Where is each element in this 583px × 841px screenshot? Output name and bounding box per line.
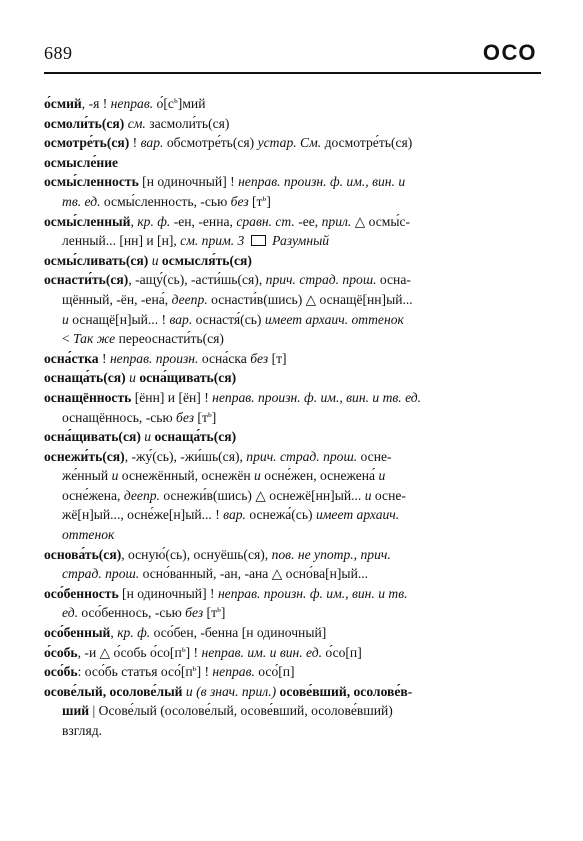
entries-column bbox=[44, 94, 541, 741]
entry-osmyslenny bbox=[44, 212, 541, 251]
entry-text: о́со[п] bbox=[322, 644, 362, 660]
entry-osnashchennost bbox=[44, 388, 541, 427]
grammar-note: и bbox=[111, 468, 119, 484]
entry-line bbox=[44, 682, 541, 702]
entry-text: осмы́сленность, -сью bbox=[100, 193, 231, 209]
entry-text bbox=[244, 233, 247, 248]
entry-line bbox=[44, 408, 541, 428]
headword: оснаща́ть(ся) bbox=[154, 429, 237, 445]
entry-line bbox=[44, 525, 541, 545]
entry-line bbox=[44, 486, 541, 506]
entry-text: оснежённый, оснежён bbox=[118, 468, 255, 484]
grammar-note: неправ. произн. bbox=[109, 350, 199, 366]
entry-text: же́нный bbox=[62, 468, 112, 484]
entry-text: осне́жена, bbox=[62, 487, 124, 503]
entry-osmyslenie bbox=[44, 153, 541, 173]
grammar-note: и bbox=[364, 487, 372, 503]
headword: осмысле́ние bbox=[44, 154, 119, 170]
grammar-note: вар. bbox=[140, 135, 164, 151]
grammar-note: Так же bbox=[73, 331, 116, 347]
entry-text: осна- bbox=[376, 272, 411, 288]
entry-line bbox=[44, 231, 541, 251]
headword: осо́бь bbox=[44, 664, 78, 680]
entry-line bbox=[44, 251, 541, 271]
page-number: 689 bbox=[44, 43, 73, 63]
entry-osnovat bbox=[44, 545, 541, 584]
entry-text: ! bbox=[98, 350, 110, 366]
entry-text: переоснасти́ть(ся) bbox=[115, 331, 224, 347]
grammar-note: и bbox=[151, 252, 159, 268]
grammar-note: см. bbox=[127, 115, 146, 131]
entry-line bbox=[44, 603, 541, 623]
entry-osobenny bbox=[44, 623, 541, 643]
entry-text: оснежа́(сь) bbox=[245, 507, 316, 523]
entry-osmyslennost bbox=[44, 172, 541, 211]
headword: оснежи́ть(ся) bbox=[44, 448, 125, 464]
headword: осна́щивать(ся) bbox=[44, 429, 141, 445]
grammar-note: тв. ед. bbox=[62, 193, 101, 209]
entry-osnastit bbox=[44, 270, 541, 348]
headword: осмы́сленность bbox=[44, 174, 139, 190]
entry-text: ] bbox=[220, 605, 226, 621]
grammar-note: без bbox=[230, 193, 249, 209]
entry-text: о́[с bbox=[153, 96, 174, 111]
grammar-note: вар. bbox=[223, 507, 246, 523]
entry-text: -ен, -енна, bbox=[170, 213, 237, 229]
entry-line bbox=[44, 270, 541, 290]
grammar-note: кр. ф. bbox=[117, 625, 151, 641]
headword: осна́щивать(ся) bbox=[139, 370, 237, 386]
entry-text: , -ащу́(сь), -асти́шь(ся), bbox=[128, 272, 266, 288]
entry-line bbox=[44, 349, 541, 369]
entry-text: оснащённось, -сью bbox=[62, 409, 177, 425]
entry-line bbox=[44, 545, 541, 565]
entry-text: оснежи́в(шись) △ оснежё[нн]ый... bbox=[159, 487, 365, 503]
grammar-note: устар. См. bbox=[257, 135, 322, 151]
grammar-note: без bbox=[176, 409, 195, 425]
entry-text: ]мий bbox=[177, 96, 206, 111]
entry-text: [т bbox=[248, 193, 263, 209]
entry-line bbox=[44, 584, 541, 604]
headword: осо́бенность bbox=[44, 585, 119, 601]
entry-text: [н одиночный] ! bbox=[138, 174, 239, 190]
headword: осо́бенный bbox=[44, 625, 111, 641]
softness-mark: ь bbox=[173, 94, 178, 105]
headword: оснаща́ть(ся) bbox=[44, 370, 126, 386]
grammar-note: имеет архаич. bbox=[315, 507, 400, 523]
grammar-note: неправ. bbox=[212, 664, 255, 680]
entry-line bbox=[44, 466, 541, 486]
entry-text: ! bbox=[129, 135, 141, 151]
reference-box-icon bbox=[251, 235, 266, 246]
entry-text: щённый, -ён, -ена́, bbox=[62, 291, 172, 307]
entry-line bbox=[44, 290, 541, 310]
grammar-note: прич. страд. прош. bbox=[246, 448, 358, 464]
entry-text: [т] bbox=[268, 350, 287, 366]
entry-osnezhit bbox=[44, 447, 541, 545]
entry-text: , bbox=[110, 625, 118, 641]
entry-osmiy bbox=[44, 94, 541, 114]
entry-osovely bbox=[44, 682, 541, 741]
entry-osob-adv bbox=[44, 662, 541, 682]
headword: осмы́сленный bbox=[44, 213, 131, 229]
entry-text: -ее, bbox=[294, 213, 322, 229]
entry-text: взгляд. bbox=[62, 723, 103, 738]
grammar-note: деепр. bbox=[123, 487, 160, 503]
entry-text: ] ! bbox=[196, 664, 213, 680]
entry-line bbox=[44, 721, 541, 741]
grammar-note: пов. не употр., прич. bbox=[271, 546, 391, 562]
grammar-note: неправ. произн. ф. им., вин. и тв. bbox=[217, 585, 408, 601]
softness-mark: ь bbox=[192, 662, 197, 673]
grammar-note: кр. ф. bbox=[137, 213, 171, 229]
entry-text: осне- bbox=[371, 487, 406, 503]
entry-osobennost bbox=[44, 584, 541, 623]
entry-text: осо́беннось, -сью bbox=[77, 605, 186, 621]
entry-text: : осо́бь статья осо́[п bbox=[77, 664, 193, 680]
entry-osob-f bbox=[44, 643, 541, 663]
entry-line bbox=[44, 662, 541, 682]
entry-text: ленный... [нн] и [н], bbox=[62, 233, 181, 249]
entry-osnashchivat bbox=[44, 427, 541, 447]
entry-text: досмотре́ть(ся) bbox=[321, 135, 413, 151]
entry-text: оснастя́(сь) bbox=[192, 311, 265, 327]
grammar-note: деепр. bbox=[171, 291, 208, 307]
headword: осове́лый, осолове́лый bbox=[44, 683, 183, 699]
entry-text: , -я ! bbox=[81, 96, 111, 111]
grammar-note: без bbox=[250, 350, 269, 366]
grammar-note: прил. bbox=[321, 213, 352, 229]
headword: осмысля́ть(ся) bbox=[161, 252, 252, 268]
grammar-note: без bbox=[185, 605, 204, 621]
grammar-note: страд. прош. bbox=[62, 566, 140, 582]
entry-line bbox=[44, 94, 541, 114]
entry-text: ] ! bbox=[185, 644, 202, 660]
entry-line bbox=[44, 447, 541, 467]
entry-line bbox=[44, 505, 541, 525]
entry-text: , осную́(сь), оснуёшь(ся), bbox=[121, 546, 272, 562]
entry-osmyslivat bbox=[44, 251, 541, 271]
entry-text: , -жу́(сь), -жи́шь(ся), bbox=[124, 448, 247, 464]
headword: о́смий bbox=[44, 96, 82, 111]
entry-line bbox=[44, 114, 541, 134]
entry-osnastka bbox=[44, 349, 541, 369]
entry-line bbox=[44, 133, 541, 153]
grammar-note: и (в знач. прил.) bbox=[185, 683, 277, 699]
entry-text: △ осмы́с- bbox=[351, 213, 411, 229]
grammar-note: и bbox=[144, 429, 152, 445]
grammar-note: имеет архаич. оттенок bbox=[264, 311, 404, 327]
entry-text: [т bbox=[203, 605, 218, 621]
entry-line bbox=[44, 192, 541, 212]
headword: оснасти́ть(ся) bbox=[44, 272, 129, 288]
grammar-note: неправ. bbox=[110, 96, 154, 111]
entry-line bbox=[44, 329, 541, 349]
grammar-note: см. прим. 3 bbox=[180, 233, 245, 249]
entry-line bbox=[44, 388, 541, 408]
entry-text: жё[н]ый..., осне́же[н]ый... ! bbox=[62, 507, 224, 523]
entry-text: оснащё[н]ый... ! bbox=[68, 311, 170, 327]
headword: осове́вший, осолове́в- bbox=[279, 683, 413, 699]
softness-mark: ь bbox=[262, 192, 267, 203]
entry-text: , -и △ о́собь о́со[п bbox=[77, 644, 182, 660]
headword: осна́стка bbox=[44, 350, 99, 366]
entry-text: , bbox=[130, 213, 138, 229]
grammar-note: неправ. произн. ф. им., вин. и тв. ед. bbox=[212, 389, 422, 405]
entry-text: обсмотре́ть(ся) bbox=[163, 135, 258, 151]
grammar-note: неправ. им. и вин. ед. bbox=[201, 644, 323, 660]
headword: оснащённость bbox=[44, 389, 132, 405]
entry-line bbox=[44, 564, 541, 584]
grammar-note: неправ. произн. ф. им., вин. и bbox=[238, 174, 406, 190]
entry-text: ] bbox=[266, 193, 271, 209]
softness-mark: ь bbox=[181, 643, 186, 654]
entry-text: ] bbox=[211, 409, 217, 425]
entry-text: осо́бен, -бенна [н одиночный] bbox=[150, 625, 327, 641]
entry-line bbox=[44, 427, 541, 447]
entry-line bbox=[44, 310, 541, 330]
headword: осмоли́ть(ся) bbox=[44, 115, 125, 131]
grammar-note: вар. bbox=[169, 311, 193, 327]
grammar-note: Разумный bbox=[272, 233, 330, 249]
grammar-note: и bbox=[254, 468, 261, 484]
entry-text: оснасти́в(шись) △ оснащё[нн]ый... bbox=[207, 291, 413, 307]
softness-mark: ь bbox=[217, 603, 221, 614]
entry-text: осне́жен, оснежена́ bbox=[260, 468, 379, 484]
entry-text: [т bbox=[194, 409, 208, 425]
entry-text: [ённ] и [ён] ! bbox=[131, 389, 213, 405]
headword: осмы́сливать(ся) bbox=[44, 252, 149, 268]
headword: осмотре́ть(ся) bbox=[44, 135, 130, 151]
entry-text: осна́ска bbox=[198, 350, 251, 366]
entry-line bbox=[44, 701, 541, 721]
softness-mark: ь bbox=[207, 407, 212, 418]
grammar-note: и bbox=[378, 468, 386, 484]
entry-osmotret bbox=[44, 133, 541, 153]
entry-line bbox=[44, 153, 541, 173]
entry-osmolit bbox=[44, 114, 541, 134]
grammar-note: прич. страд. прош. bbox=[265, 272, 377, 288]
header-rule bbox=[44, 72, 541, 74]
entry-line bbox=[44, 643, 541, 663]
grammar-note: ед. bbox=[62, 605, 78, 621]
entry-text: осо́[п] bbox=[254, 664, 295, 680]
grammar-note: и bbox=[62, 311, 69, 327]
headword: основа́ть(ся) bbox=[44, 546, 122, 562]
headword: о́собь bbox=[44, 644, 78, 660]
entry-text: осне- bbox=[357, 448, 392, 464]
entry-line bbox=[44, 212, 541, 232]
entry-text: < bbox=[62, 331, 74, 347]
entry-text: осно́ванный, -ан, -ана △ осно́ва[н]ый... bbox=[139, 566, 369, 582]
grammar-note: сравн. ст. bbox=[236, 213, 295, 229]
entry-line bbox=[44, 623, 541, 643]
running-head: ОСО bbox=[482, 40, 537, 65]
entry-osnashchat bbox=[44, 368, 541, 388]
entry-line bbox=[44, 172, 541, 192]
entry-text: [н одиночный] ! bbox=[118, 585, 218, 601]
headword: ший bbox=[62, 703, 90, 719]
grammar-note: оттенок bbox=[62, 527, 115, 543]
entry-text: | Осове́лый (осолове́лый, осове́вший, осолове́вший) bbox=[89, 703, 393, 719]
grammar-note: и bbox=[129, 370, 136, 386]
entry-line bbox=[44, 368, 541, 388]
entry-text: засмоли́ть(ся) bbox=[145, 115, 230, 131]
